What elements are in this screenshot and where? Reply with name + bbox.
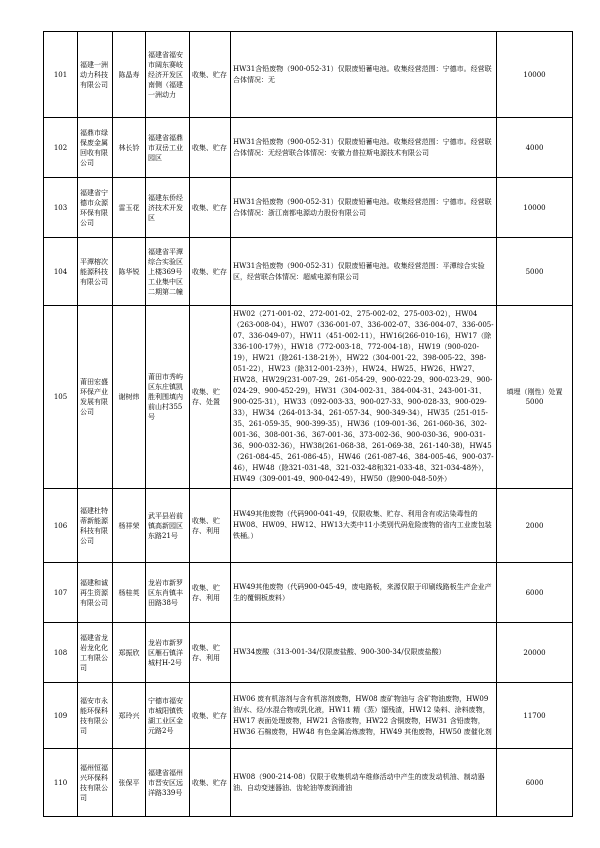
waste-scope-text: HW34废酸（313-001-34/仅限废盐酸、900-300-34/仅限废盐酸）	[233, 648, 446, 656]
cell-operation-type	[190, 749, 231, 817]
operation-type-text: 收集、贮存、利用	[192, 643, 220, 662]
cell-row-number	[44, 306, 78, 489]
cell-row-number	[44, 489, 78, 563]
permitted-quantity-text: 2000	[525, 521, 544, 530]
row-number-text: 106	[53, 521, 68, 530]
cell-company-name	[78, 623, 113, 683]
waste-scope-text: HW08（900-214-08）仅限于收集机动车维修活动中产生的废发动机油、制动器油、自动变速器油、齿轮油等废润滑油	[233, 772, 485, 792]
waste-scope-text: HW06 废有机溶剂与含有机溶剂废物，HW08 废矿物油与 含矿物油废物，HW09 油/水、烃/水混合物或乳化液，HW11 精（蒸）馏残渣，HW12 染料、涂料废物，HW17 表面处理废物，HW21 含铬废物，HW22 含铜废物，HW31 含铅废物，HW36 石棉废物，HW48 有色金属冶炼废物，HW49 其他废物，HW50 废催化剂	[233, 694, 492, 736]
operation-type-text: 收集、贮存	[192, 70, 227, 79]
table-row	[44, 32, 573, 118]
cell-row-number	[44, 563, 78, 623]
legal-representative-text: 杨祥荣	[118, 521, 140, 530]
row-number-text: 104	[53, 267, 68, 276]
permitted-quantity-text: 10000	[523, 70, 546, 79]
cell-company-name	[78, 489, 113, 563]
cell-waste-scope	[231, 563, 497, 623]
cell-company-address	[146, 489, 190, 563]
waste-scope-text: HW49其他废物（代码900-045-49，废电路板，来源仅限于印刷线路板生产企业产生的覆铜板废料）	[233, 582, 492, 602]
cell-company-name	[78, 683, 113, 749]
cell-company-address	[146, 683, 190, 749]
company-address-text: 武平县岩前镇高新园区东路21号	[148, 511, 183, 540]
waste-scope-text: HW31含铅废物（900-052-31）仅限废铅蓄电池。收集经营范围：宁德市。经营联合体情况：浙江南都电源动力股份有限公司	[233, 197, 492, 217]
cell-legal-representative	[113, 118, 146, 178]
operation-type-text: 收集、贮存、处置	[192, 388, 220, 406]
cell-row-number	[44, 683, 78, 749]
cell-waste-scope	[231, 749, 497, 817]
waste-scope-text: HW31含铅废物（900-052-31）仅限废铅蓄电池。收集经营范围：宁德市。经营联合体情况：无	[233, 64, 492, 84]
cell-company-name	[78, 32, 113, 118]
waste-scope-text: HW02（271-001-02、272-001-02、275-002-02、275-003-02），HW04（263-008-04），HW07（336-001-07、336-002-07、336-004-07、336-005-07、336-049-07），HW11（451-002-11），HW16(266-010-16)，HW17（除336-100-17外），HW18（772-003-18、772-004-18），HW19（900-020-19），HW21（除261-138-21外），HW22（304-001-22、398-005-22、398-051-22），HW23（除312-001-23外），HW24、HW25、HW26、HW27、HW28、HW29(231-007-29、261-054-29、900-022-29、900-023-29、900-024-29、900-452-29)，HW31（304-002-31、384-004-31、243-001-31、900-025-31），HW33（092-003-33、900-027-33、900-028-33、900-029-33），HW34（264-013-34、261-057-34、900-349-34），HW35（251-015-35、261-059-35、900-399-35），HW36（109-001-36、261-060-36、302-001-36、308-001-36、367-001-36、373-002-36、900-030-36、900-031-36、900-032-36），HW38(261-068-38、261-069-38、261-140-38)，HW45（261-084-45、261-086-45），HW46（261-087-46、384-005-46、900-037-46），HW48（除321-031-48、321-032-48和321-033-48、321-034-48外），HW49（309-001-49、900-042-49），HW50（除900-048-50外）	[233, 310, 494, 483]
operation-type-text: 收集、贮存	[192, 143, 227, 152]
cell-legal-representative	[113, 238, 146, 306]
company-address-text: 福建省福鼎市双岳工业园区	[148, 133, 183, 162]
company-name-text: 福建省宁德市众源环保有限公司	[80, 188, 108, 227]
cell-permitted-quantity	[497, 563, 573, 623]
cell-operation-type	[190, 489, 231, 563]
cell-operation-type	[190, 32, 231, 118]
cell-legal-representative	[113, 749, 146, 817]
cell-legal-representative	[113, 489, 146, 563]
company-name-text: 福安市永能环保科技有限公司	[80, 696, 108, 735]
permitted-quantity-text: 6000	[525, 588, 544, 597]
table-row	[44, 489, 573, 563]
cell-operation-type	[190, 623, 231, 683]
cell-permitted-quantity	[497, 749, 573, 817]
cell-company-address	[146, 118, 190, 178]
table-row	[44, 623, 573, 683]
row-number-text: 102	[53, 143, 68, 152]
cell-waste-scope	[231, 32, 497, 118]
cell-waste-scope	[231, 623, 497, 683]
cell-permitted-quantity	[497, 306, 573, 489]
company-name-text: 福建一洲动力科技有限公司	[80, 60, 108, 89]
cell-company-name	[78, 306, 113, 489]
cell-operation-type	[190, 178, 231, 238]
permitted-quantity-text: 填埋（刚性）处置5000	[506, 388, 563, 406]
legal-representative-text: 陈晶寿	[118, 70, 140, 79]
permitted-quantity-text: 4000	[525, 143, 544, 152]
cell-legal-representative	[113, 623, 146, 683]
cell-company-address	[146, 306, 190, 489]
operation-type-text: 收集、贮存	[192, 267, 227, 276]
cell-permitted-quantity	[497, 683, 573, 749]
company-name-text: 福建和诚再生资源有限公司	[80, 578, 108, 607]
waste-scope-text: HW49其他废物（代码900-041-49，仅限收集、贮存、利用含有或沾染毒性的HW08、HW09、HW12、HW13大类中11小类别代码危险废物的省内工业废包装铁桶。）	[233, 510, 492, 540]
company-name-text: 平潭榕次能源科技有限公司	[80, 257, 108, 286]
table-row	[44, 238, 573, 306]
cell-company-name	[78, 118, 113, 178]
cell-legal-representative	[113, 178, 146, 238]
row-number-text: 109	[53, 711, 68, 720]
table-row	[44, 178, 573, 238]
operation-type-text: 收集、贮存、利用	[192, 583, 220, 602]
cell-legal-representative	[113, 32, 146, 118]
cell-row-number	[44, 178, 78, 238]
company-address-text: 福建省福安市阔东赛岐经济开发区南侧（福建一洲动力	[148, 50, 183, 99]
waste-scope-text: HW31含铅废物（900-052-31）仅限废铅蓄电池。收集经营范围：宁德市。经营联合体情况：无经营联合体情况：安徽力普拉斯电源技术有限公司	[233, 137, 492, 157]
cell-row-number	[44, 118, 78, 178]
company-name-text: 福州恒福兴环保科技有限公司	[80, 763, 108, 802]
cell-waste-scope	[231, 489, 497, 563]
company-address-text: 福建省平潭综合实验区上楼369号工业集中区二期第二幢	[148, 247, 183, 296]
row-number-text: 101	[53, 70, 68, 79]
cell-permitted-quantity	[497, 32, 573, 118]
cell-permitted-quantity	[497, 118, 573, 178]
company-address-text: 莆田市秀屿区东庄镇凯胜利围填内前山村355号	[148, 373, 183, 421]
company-address-text: 宁德市福安市城阳镇铁湖工业区金元路2号	[148, 696, 183, 735]
cell-company-address	[146, 563, 190, 623]
cell-waste-scope	[231, 118, 497, 178]
cell-company-address	[146, 32, 190, 118]
cell-company-name	[78, 238, 113, 306]
cell-permitted-quantity	[497, 178, 573, 238]
legal-representative-text: 郑玲兴	[118, 711, 140, 720]
cell-company-address	[146, 623, 190, 683]
cell-permitted-quantity	[497, 489, 573, 563]
table-row	[44, 306, 573, 489]
waste-scope-text: HW31含铅废物（900-052-31）仅限废铅蓄电池。收集经营范围：平潭综合实验区，经营联合体情况：超威电源有限公司	[233, 261, 485, 281]
cell-company-address	[146, 749, 190, 817]
operation-type-text: 收集、贮存	[192, 711, 227, 720]
legal-representative-text: 杨桂英	[118, 588, 140, 597]
cell-operation-type	[190, 683, 231, 749]
company-name-text: 福建省龙岩龙化化工有限公司	[80, 633, 108, 672]
company-name-text: 福鼎市绿保废金属回收有限公司	[80, 128, 108, 167]
operation-type-text: 收集、贮存、利用	[192, 516, 220, 535]
cell-waste-scope	[231, 306, 497, 489]
cell-row-number	[44, 32, 78, 118]
cell-legal-representative	[113, 563, 146, 623]
cell-waste-scope	[231, 238, 497, 306]
legal-representative-text: 林长钤	[118, 143, 140, 152]
permitted-quantity-text: 6000	[525, 778, 544, 787]
waste-permit-table	[43, 31, 573, 817]
table-row	[44, 563, 573, 623]
table-row	[44, 118, 573, 178]
cell-permitted-quantity	[497, 623, 573, 683]
company-address-text: 龙岩市新罗区东肖镇丰田路38号	[148, 578, 183, 607]
company-address-text: 龙岩市新罗区雁石镇洋城村H-2号	[148, 638, 183, 667]
legal-representative-text: 陈华锐	[118, 267, 140, 276]
cell-row-number	[44, 238, 78, 306]
row-number-text: 108	[53, 648, 68, 657]
company-name-text: 莆田宏盛环保产业发展有限公司	[80, 378, 108, 416]
legal-representative-text: 雷玉花	[118, 203, 140, 212]
legal-representative-text: 谢树炜	[118, 393, 140, 401]
row-number-text: 110	[53, 778, 68, 787]
cell-operation-type	[190, 118, 231, 178]
operation-type-text: 收集、贮存	[192, 778, 227, 787]
permitted-quantity-text: 20000	[523, 648, 546, 657]
permitted-quantity-text: 5000	[525, 267, 544, 276]
cell-operation-type	[190, 306, 231, 489]
cell-legal-representative	[113, 683, 146, 749]
cell-waste-scope	[231, 178, 497, 238]
row-number-text: 105	[53, 393, 68, 401]
cell-permitted-quantity	[497, 238, 573, 306]
company-address-text: 福建省福州市晋安区远洋路339号	[148, 768, 183, 797]
row-number-text: 103	[53, 203, 68, 212]
row-number-text: 107	[53, 588, 68, 597]
company-name-text: 福建杜特蒂新能源科技有限公司	[80, 506, 108, 545]
table-body	[44, 32, 573, 817]
cell-company-name	[78, 178, 113, 238]
permitted-quantity-text: 11700	[523, 711, 546, 720]
cell-waste-scope	[231, 683, 497, 749]
cell-legal-representative	[113, 306, 146, 489]
legal-representative-text: 张保平	[118, 778, 140, 787]
legal-representative-text: 郑振欣	[118, 648, 140, 657]
cell-row-number	[44, 623, 78, 683]
cell-operation-type	[190, 238, 231, 306]
cell-company-name	[78, 563, 113, 623]
cell-company-address	[146, 178, 190, 238]
table-row	[44, 683, 573, 749]
table-row	[44, 749, 573, 817]
cell-row-number	[44, 749, 78, 817]
company-address-text: 福建东侨经济技术开发区	[148, 193, 183, 222]
cell-company-name	[78, 749, 113, 817]
cell-company-address	[146, 238, 190, 306]
operation-type-text: 收集、贮存	[192, 203, 227, 212]
cell-operation-type	[190, 563, 231, 623]
permitted-quantity-text: 10000	[523, 203, 546, 212]
